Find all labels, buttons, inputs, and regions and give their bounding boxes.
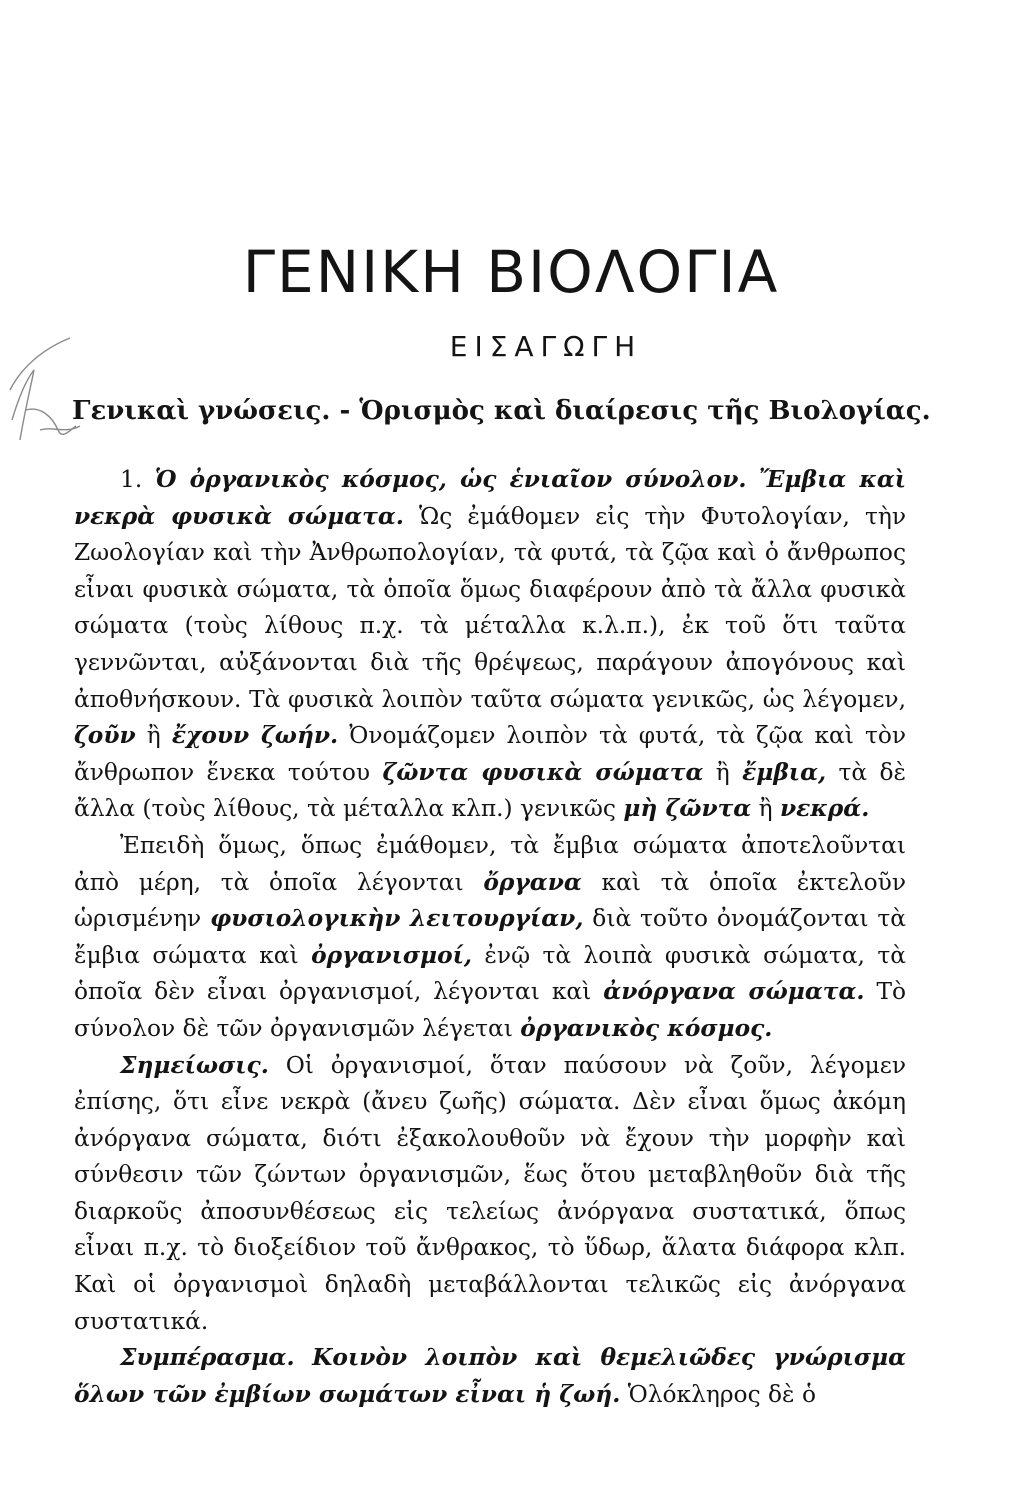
paragraph-text: ἢ	[146, 722, 161, 750]
emphasis-term: νεκρά.	[780, 795, 870, 823]
note-text: Οἱ ὀργανισμοί, ὅταν παύσουν νὰ ζοῦν, λέγομεν ἐπίσης, ὅτι εἶνε νεκρὰ (ἄνευ ζωῆς) σώματα. Δὲν εἶναι ὅμως ἀκόμη ἀνόργανα σώματα, διότι ἐξακολουθοῦν νὰ ἔχουν τὴν μορφὴν καὶ σύνθεσιν τῶν ζώντων ὀργανισμῶν, ἕως ὅτου μεταβληθοῦν διὰ τῆς διαρκοῦς ἀποσυνθέσεως εἰς τελείως ἀνόργανα συστατικά, ὅπως εἶναι π.χ. τὸ διοξείδιον τοῦ ἄνθρακος, τὸ ὕδωρ, ἅλατα διάφορα κλπ. Καὶ οἱ ὀργανισμοὶ δηλαδὴ μεταβάλλονται τελικῶς εἰς ἀνόργανα συστατικά.	[74, 1051, 907, 1335]
paragraph-heading-2: Ἔμβια καὶ νεκρὰ φυσικὰ σώματα.	[74, 466, 907, 530]
paragraph-3-note	[74, 1048, 906, 1341]
emphasis-term: ὀργανισμοί,	[311, 941, 472, 969]
page-title: ΓΕΝΙΚΗ ΒΙΟΛΟΓΙΑ	[242, 238, 780, 306]
emphasis-term: ἀνόργανα σώματα.	[603, 978, 865, 1006]
paragraph-text: τὰ δὲ ἄλλα (τοὺς λίθους, τὰ μέταλλα κλπ.) γενικῶς	[74, 758, 907, 823]
emphasis-term: ἔχουν ζωήν.	[171, 722, 339, 750]
section-heading: Γενικαὶ γνώσεις. - Ὁρισμὸς καὶ διαίρεσις τῆς Βιολογίας.	[72, 396, 931, 426]
paragraph-text: διὰ τοῦτο ὀνομάζονται τὰ ἔμβια σώματα καὶ	[74, 905, 906, 969]
paragraph-1	[74, 462, 906, 828]
paragraph-text: καὶ τὰ ὁποῖα ἐκτελοῦν ὡρισμένην	[74, 868, 907, 933]
conclusion-text: Ὁλόκληρος δὲ ὁ	[627, 1380, 816, 1408]
chapter-subtitle: ΕΙΣΑΓΩΓΗ	[449, 330, 643, 363]
emphasis-term: φυσιολογικὴν λειτουργίαν,	[210, 905, 584, 933]
emphasis-term: ζοῦν	[74, 722, 136, 750]
paragraph-text: ἢ	[715, 758, 730, 786]
conclusion-emphasis: Κοινὸν λοιπὸν καὶ θεμελιῶδες γνώρισμα ὅλων τῶν ἐμβίων σωμάτων εἶναι ἡ ζωή.	[74, 1344, 906, 1408]
conclusion-label: Συμπέρασμα.	[120, 1344, 295, 1372]
emphasis-term: ζῶντα φυσικὰ σώματα	[382, 758, 704, 786]
paragraph-text: ἢ	[758, 795, 773, 823]
paragraph-text: ἐνῷ τὰ λοιπὰ φυσικὰ σώματα, τὰ ὁποῖα δὲν εἶναι ὀργανισμοί, λέγονται καὶ	[74, 941, 906, 1006]
emphasis-term: ὀργανικὸς κόσμος.	[520, 1014, 773, 1042]
emphasis-term: ὄργανα	[483, 868, 582, 896]
emphasis-term: ἔμβια,	[742, 758, 827, 786]
paragraph-heading: Ὁ ὀργανικὸς κόσμος, ὡς ἑνιαῖον σύνολον.	[154, 466, 747, 493]
body-text	[74, 462, 906, 1413]
emphasis-term: μὴ ζῶντα	[623, 795, 752, 823]
paragraph-text: Ὡς ἐμάθομεν εἰς τὴν Φυτολογίαν, τὴν Ζωολογίαν καὶ τὴν Ἀνθρωπολογίαν, τὰ φυτά, τὰ ζῷα καὶ ὁ ἄνθρωπος εἶναι φυσικὰ σώματα, τὰ ὁποῖα ὅμως διαφέρουν ἀπὸ τὰ ἄλλα φυσικὰ σώματα (τοὺς λίθους π.χ. τὰ μέταλλα κ.λ.π.), ἐκ τοῦ ὅτι ταῦτα γεννῶνται, αὐξάνονται διὰ τῆς θρέψεως, παράγουν ἀπογόνους καὶ ἀποθνήσκουν. Τὰ φυσικὰ λοιπὸν ταῦτα σώματα γενικῶς, ὡς λέγομεν,	[74, 502, 906, 713]
paragraph-text: Ὀνομάζομεν λοιπὸν τὰ φυτά, τὰ ζῷα καὶ τὸν ἄνθρωπον ἕνεκα τούτου	[74, 722, 907, 786]
paragraph-2	[74, 828, 906, 1048]
note-label: Σημείωσις.	[120, 1051, 269, 1079]
paragraph-text: Τὸ σύνολον δὲ τῶν ὀργανισμῶν λέγεται	[74, 978, 907, 1042]
paragraph-4-conclusion	[74, 1340, 906, 1413]
paragraph-text: Ἐπειδὴ ὅμως, ὅπως ἐμάθομεν, τὰ ἔμβια σώματα ἀποτελοῦνται ἀπὸ μέρη, τὰ ὁποῖα λέγονται	[74, 831, 906, 896]
paragraph-number: 1.	[120, 466, 143, 493]
